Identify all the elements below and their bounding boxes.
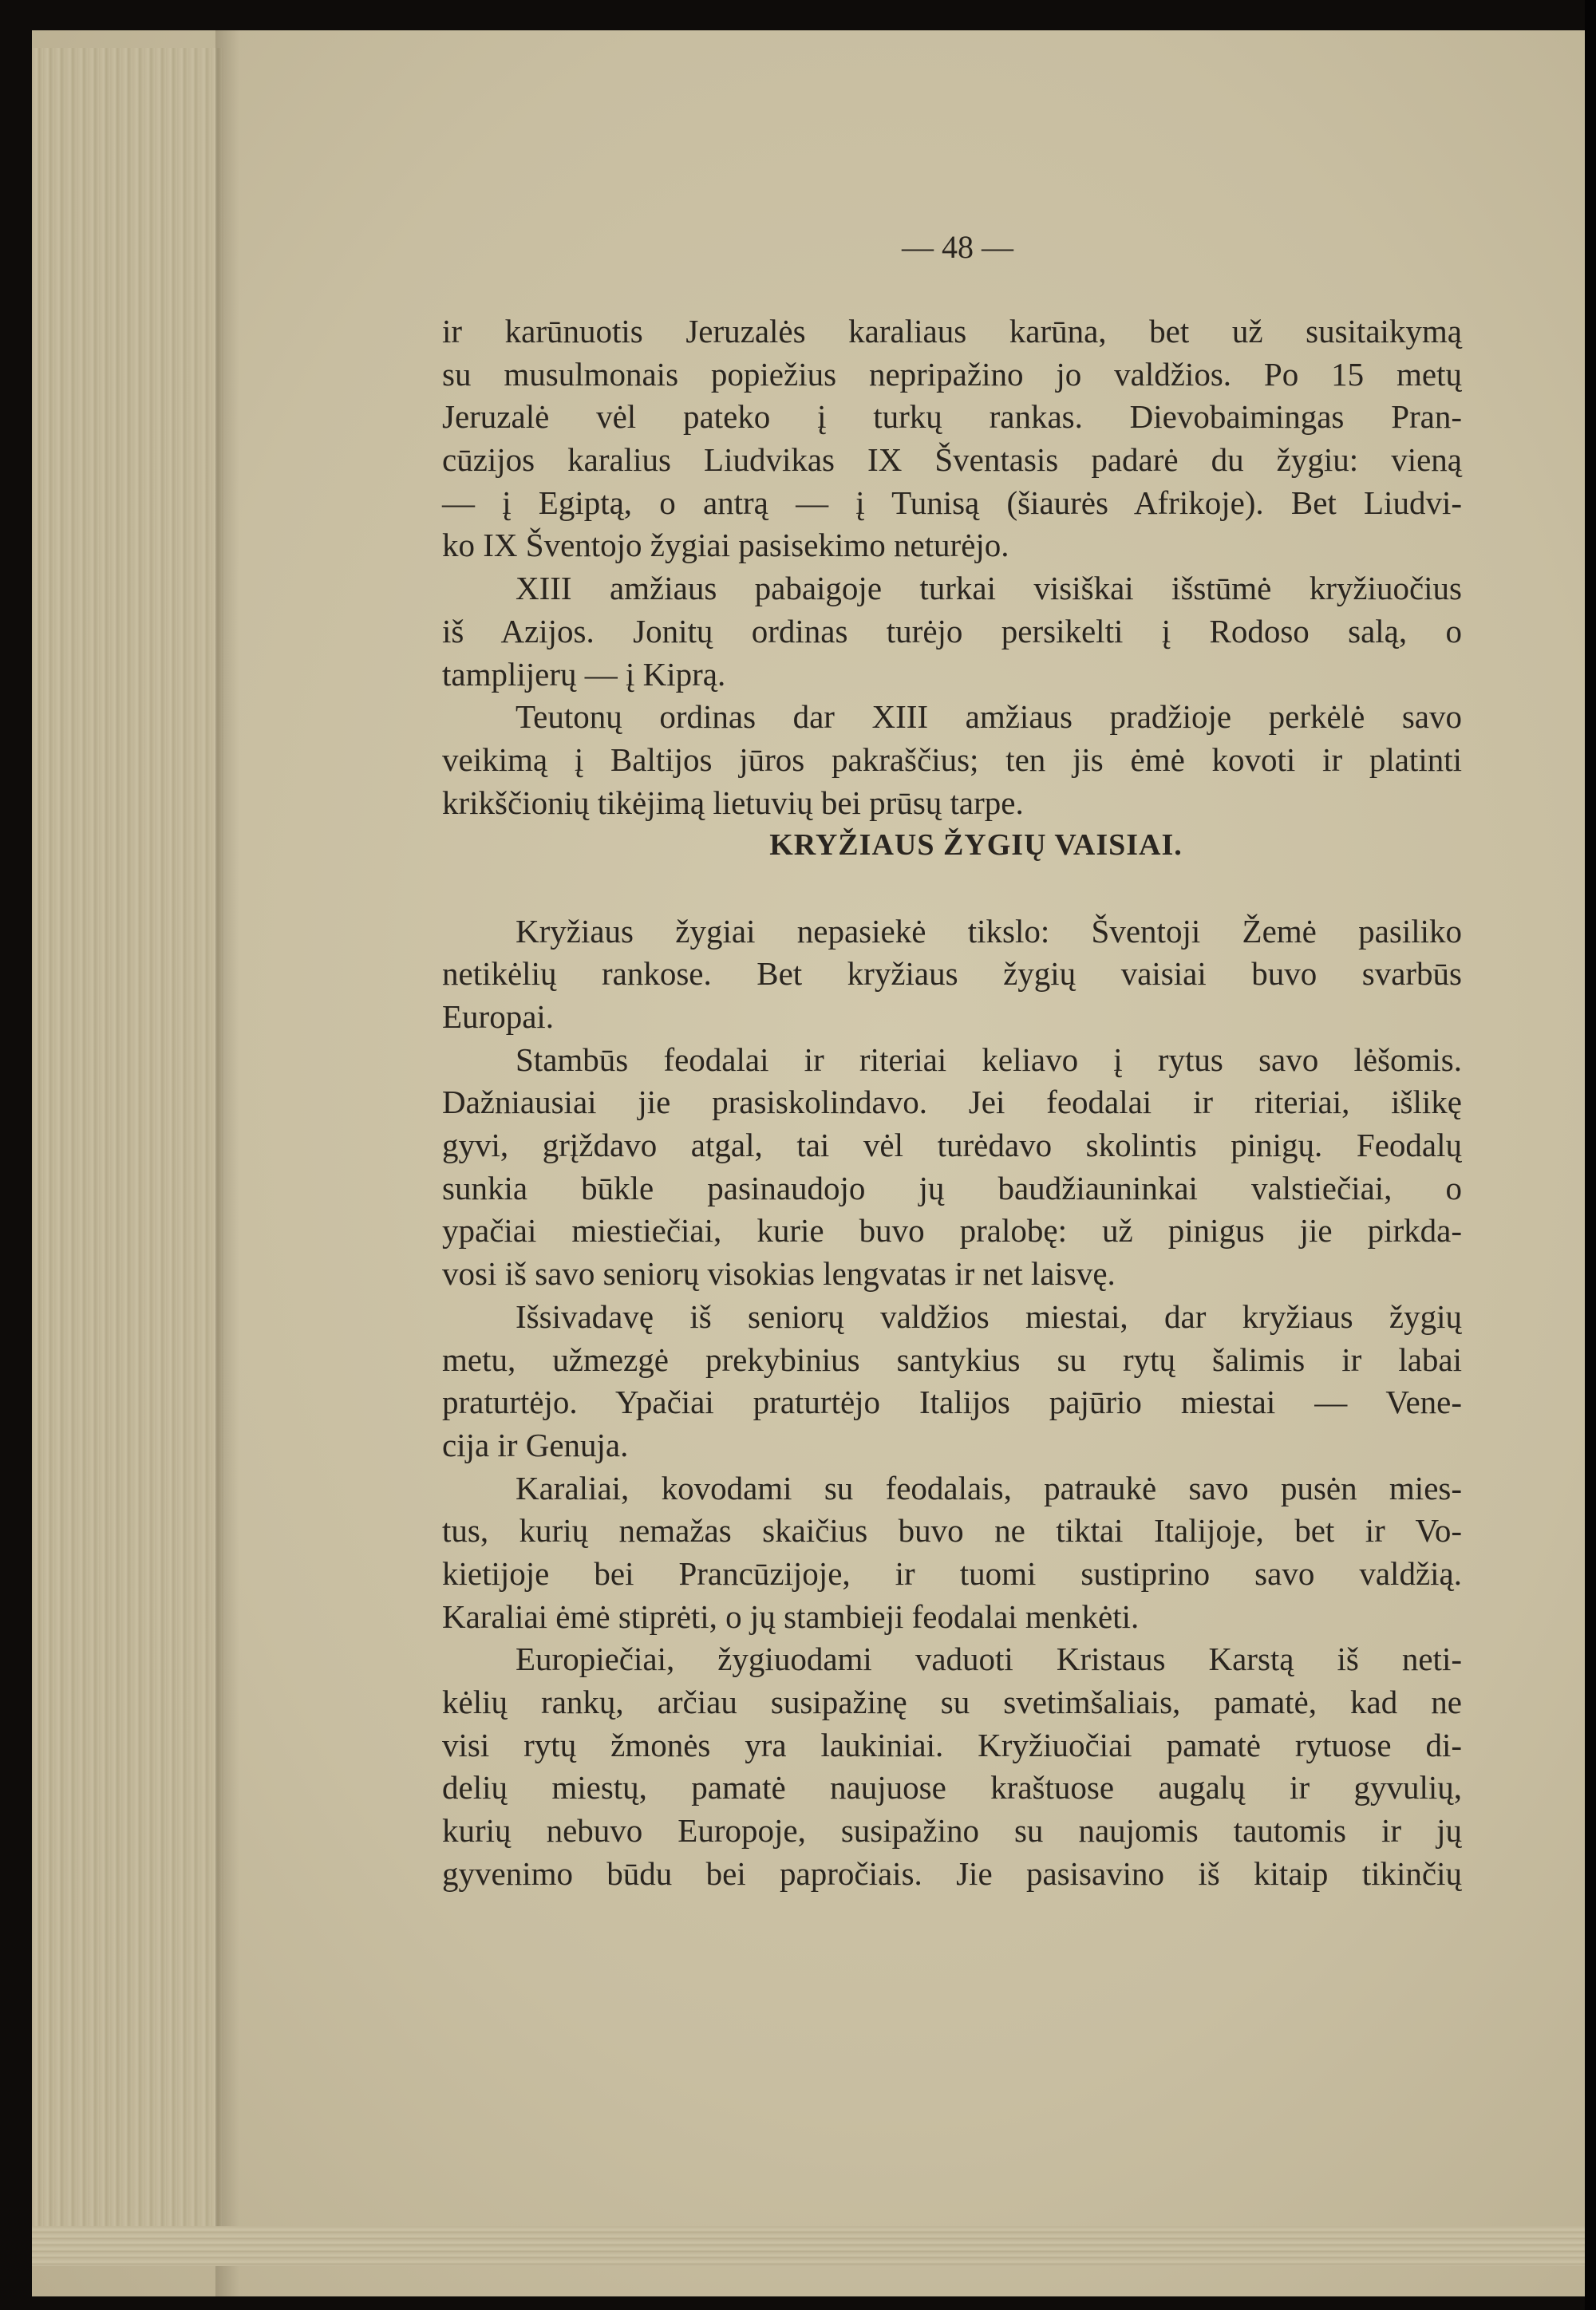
text-line: kurių nebuvo Europoje, susipažino su naujomis tautomis ir jų	[442, 1812, 1462, 1850]
paragraph	[442, 310, 1462, 567]
text-line: iš Azijos. Jonitų ordinas turėjo persikelti į Rodoso salą, o	[442, 612, 1462, 650]
text-line: ir karūnuotis Jeruzalės karaliaus karūna, bet už susitaikymą	[442, 313, 1462, 349]
text-line: kėlių rankų, arčiau susipažinę su svetimšaliais, pamatė, kad ne	[442, 1684, 1462, 1720]
text-line: Dažniausiai jie prasiskolindavo. Jei feodalai ir riteriai, išlikę	[442, 1084, 1462, 1121]
paragraph	[442, 1296, 1462, 1467]
page-number: — 48 —	[902, 229, 1013, 265]
text-line: sunkia būkle pasinaudojo jų baudžiauninkai valstiečiai, o	[442, 1169, 1462, 1206]
page-bottom-edge	[32, 2226, 1588, 2266]
paragraph	[442, 1638, 1462, 1895]
text-line: ko IX Šventojo žygiai pasisekimo neturėjo.	[442, 527, 1009, 564]
text-line: Europiečiai, žygiuodami vaduoti Kristaus Karstą iš neti-	[516, 1641, 1462, 1678]
text-line: krikščionių tikėjimą lietuvių bei prūsų tarpe.	[442, 784, 1024, 821]
text-line: gyvi, grįždavo atgal, tai vėl turėdavo skolintis pinigų. Feodalų	[442, 1127, 1462, 1164]
paragraph	[442, 910, 1462, 1039]
text-line: metu, užmezgė prekybinius santykius su rytų šalimis ir labai	[442, 1341, 1462, 1378]
paragraph	[442, 1467, 1462, 1639]
text-line: Kryžiaus žygiai nepasiekė tikslo: Šventoji Žemė pasiliko	[516, 912, 1462, 950]
paragraph	[442, 1039, 1462, 1296]
text-line: Jeruzalė vėl pateko į turkų rankas. Dievobaimingas Pran-	[442, 398, 1462, 436]
text-line: Išsivadavę iš seniorų valdžios miestai, dar kryžiaus žygių	[516, 1297, 1462, 1335]
scan-border	[1585, 0, 1596, 2310]
text-line: su musulmonais popiežius nepripažino jo valdžios. Po 15 metų	[442, 355, 1462, 393]
text-line: Stambūs feodalai ir riteriai keliavo į rytus savo lėšomis.	[516, 1040, 1462, 1078]
text-line: vosi iš savo seniorų visokias lengvatas ir net laisvę.	[442, 1255, 1116, 1293]
text-line: Karaliai ėmė stiprėti, o jų stambieji feodalai menkėti.	[442, 1597, 1140, 1635]
text-line: — į Egiptą, o antrą — į Tunisą (šiaurės Afrikoje). Bet Liudvi-	[442, 484, 1462, 521]
text-line: gyvenimo būdu bei papročiais. Jie pasisavino iš kitaip tikinčių	[442, 1854, 1462, 1892]
gutter-shadow	[215, 30, 239, 2296]
text-line: veikimą į Baltijos jūros pakraščius; ten jis ėmė kovoti ir platinti	[442, 740, 1462, 778]
text-line: delių miestų, pamatė naujuose kraštuose augalų ir gyvulių,	[442, 1769, 1462, 1807]
page-body-text	[442, 310, 1462, 1895]
text-line: ypačiai miestiečiai, kurie buvo pralobę: už pinigus jie pirkda-	[442, 1212, 1462, 1250]
page-stack-edge	[32, 48, 223, 2266]
text-line: kietijoje bei Prancūzijoje, ir tuomi sustiprino savo valdžią.	[442, 1554, 1462, 1592]
paragraph	[442, 696, 1462, 824]
paragraph	[442, 567, 1462, 696]
text-line: tus, kurių nemažas skaičius buvo ne tiktai Italijoje, bet ir Vo-	[442, 1512, 1462, 1550]
text-line: cija ir Genuja.	[442, 1426, 629, 1463]
text-line: XIII amžiaus pabaigoje turkai visiškai išstūmė kryžiuočius	[516, 570, 1462, 607]
text-line: praturtėjo. Ypačiai praturtėjo Italijos pajūrio miestai — Vene-	[442, 1384, 1462, 1421]
text-line: netikėlių rankose. Bet kryžiaus žygių vaisiai buvo svarbūs	[442, 955, 1462, 993]
text-line: tamplijerų — į Kiprą.	[442, 655, 726, 693]
text-line: Teutonų ordinas dar XIII amžiaus pradžioje perkėlė savo	[516, 698, 1462, 736]
section-heading: KRYŽIAUS ŽYGIŲ VAISIAI.	[769, 828, 1183, 863]
text-line: Karaliai, kovodami su feodalais, patraukė savo pusėn mies-	[516, 1469, 1462, 1506]
text-line: Europai.	[442, 998, 555, 1035]
text-line: visi rytų žmonės yra laukiniai. Kryžiuočiai pamatė rytuose di-	[442, 1726, 1462, 1763]
text-line: cūzijos karalius Liudvikas IX Šventasis padarė du žygiu: vieną	[442, 441, 1462, 479]
